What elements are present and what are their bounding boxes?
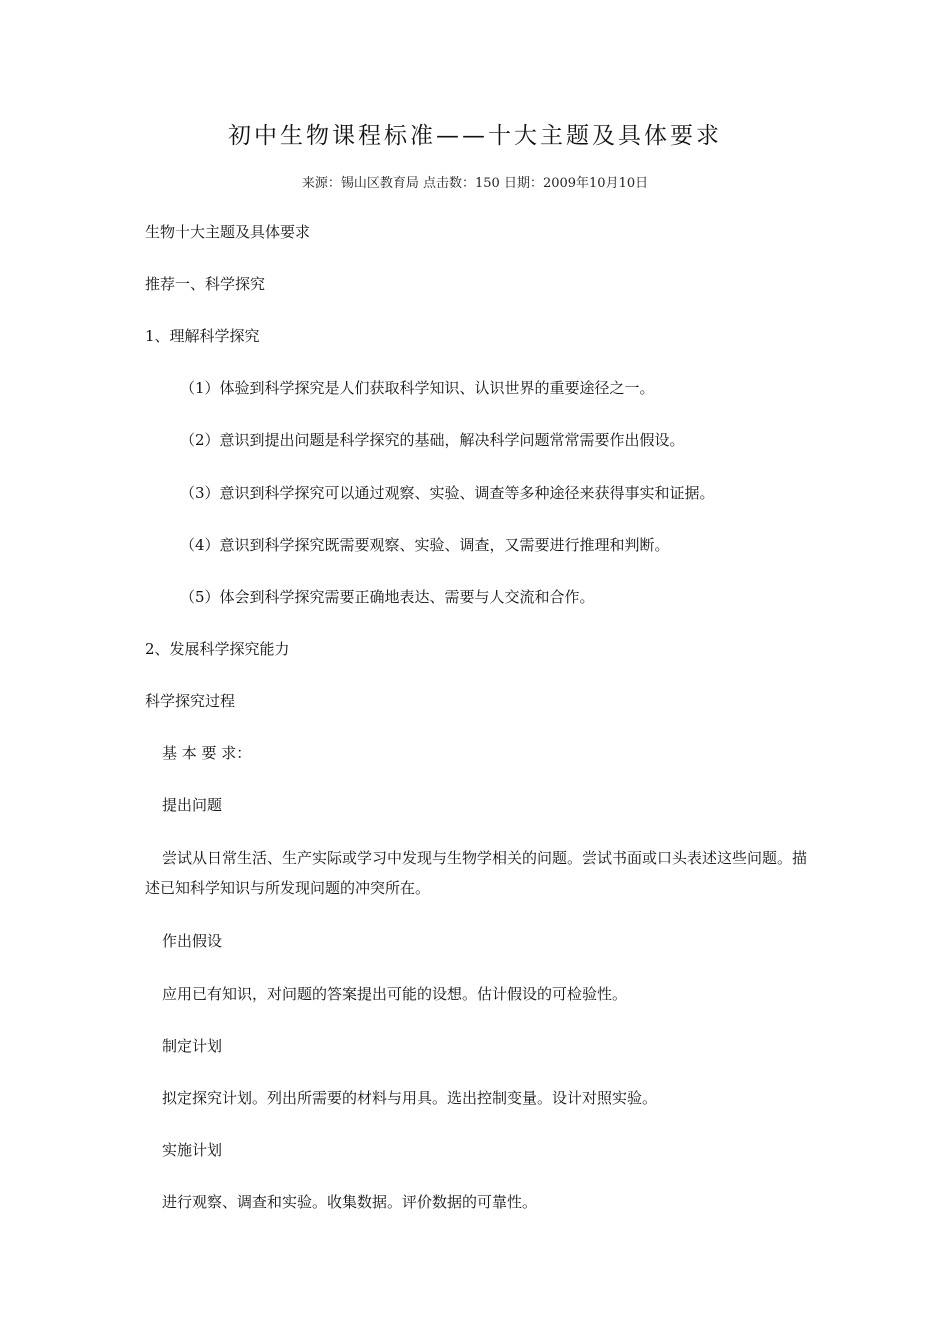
heading-main: 生物十大主题及具体要求 <box>145 223 311 241</box>
basic-requirements-label: 基 本 要 求： <box>162 744 252 762</box>
step-2-text: 应用已有知识，对问题的答案提出可能的设想。估计假设的可检验性。 <box>162 985 628 1003</box>
heading-section-1: 推荐一、科学探究 <box>145 275 266 293</box>
step-3-text: 拟定探究计划。列出所需要的材料与用具。选出控制变量。设计对照实验。 <box>162 1089 658 1107</box>
list-item: （2）意识到提出问题是科学探究的基础，解决科学问题常常需要作出假设。 <box>180 431 685 449</box>
step-4-title: 实施计划 <box>162 1141 223 1159</box>
list-item: （1）体验到科学探究是人们获取科学知识、认识世界的重要途径之一。 <box>180 379 655 397</box>
step-1-text <box>145 843 810 903</box>
step-3-title: 制定计划 <box>162 1037 223 1055</box>
step-1-title: 提出问题 <box>162 796 223 814</box>
list-item: （5）体会到科学探究需要正确地表达、需要与人交流和合作。 <box>180 588 595 606</box>
document-title: 初中生物课程标准——十大主题及具体要求 <box>228 123 722 149</box>
step-1-paragraph: 尝试从日常生活、生产实际或学习中发现与生物学相关的问题。尝试书面或口头表述这些问题。描述已知科学知识与所发现问题的冲突所在。 <box>145 849 808 897</box>
subheading-2: 2、发展科学探究能力 <box>145 640 290 658</box>
document-meta: 来源：锡山区教育局 点击数：150 日期：2009年10月10日 <box>301 176 649 191</box>
subheading-1: 1、理解科学探究 <box>145 327 260 345</box>
list-item: （4）意识到科学探究既需要观察、实验、调查，又需要进行推理和判断。 <box>180 536 670 554</box>
step-4-text: 进行观察、调查和实验。收集数据。评价数据的可靠性。 <box>162 1193 538 1211</box>
process-heading: 科学探究过程 <box>145 692 236 710</box>
step-2-title: 作出假设 <box>162 932 223 950</box>
list-item: （3）意识到科学探究可以通过观察、实验、调查等多种途径来获得事实和证据。 <box>180 484 715 502</box>
